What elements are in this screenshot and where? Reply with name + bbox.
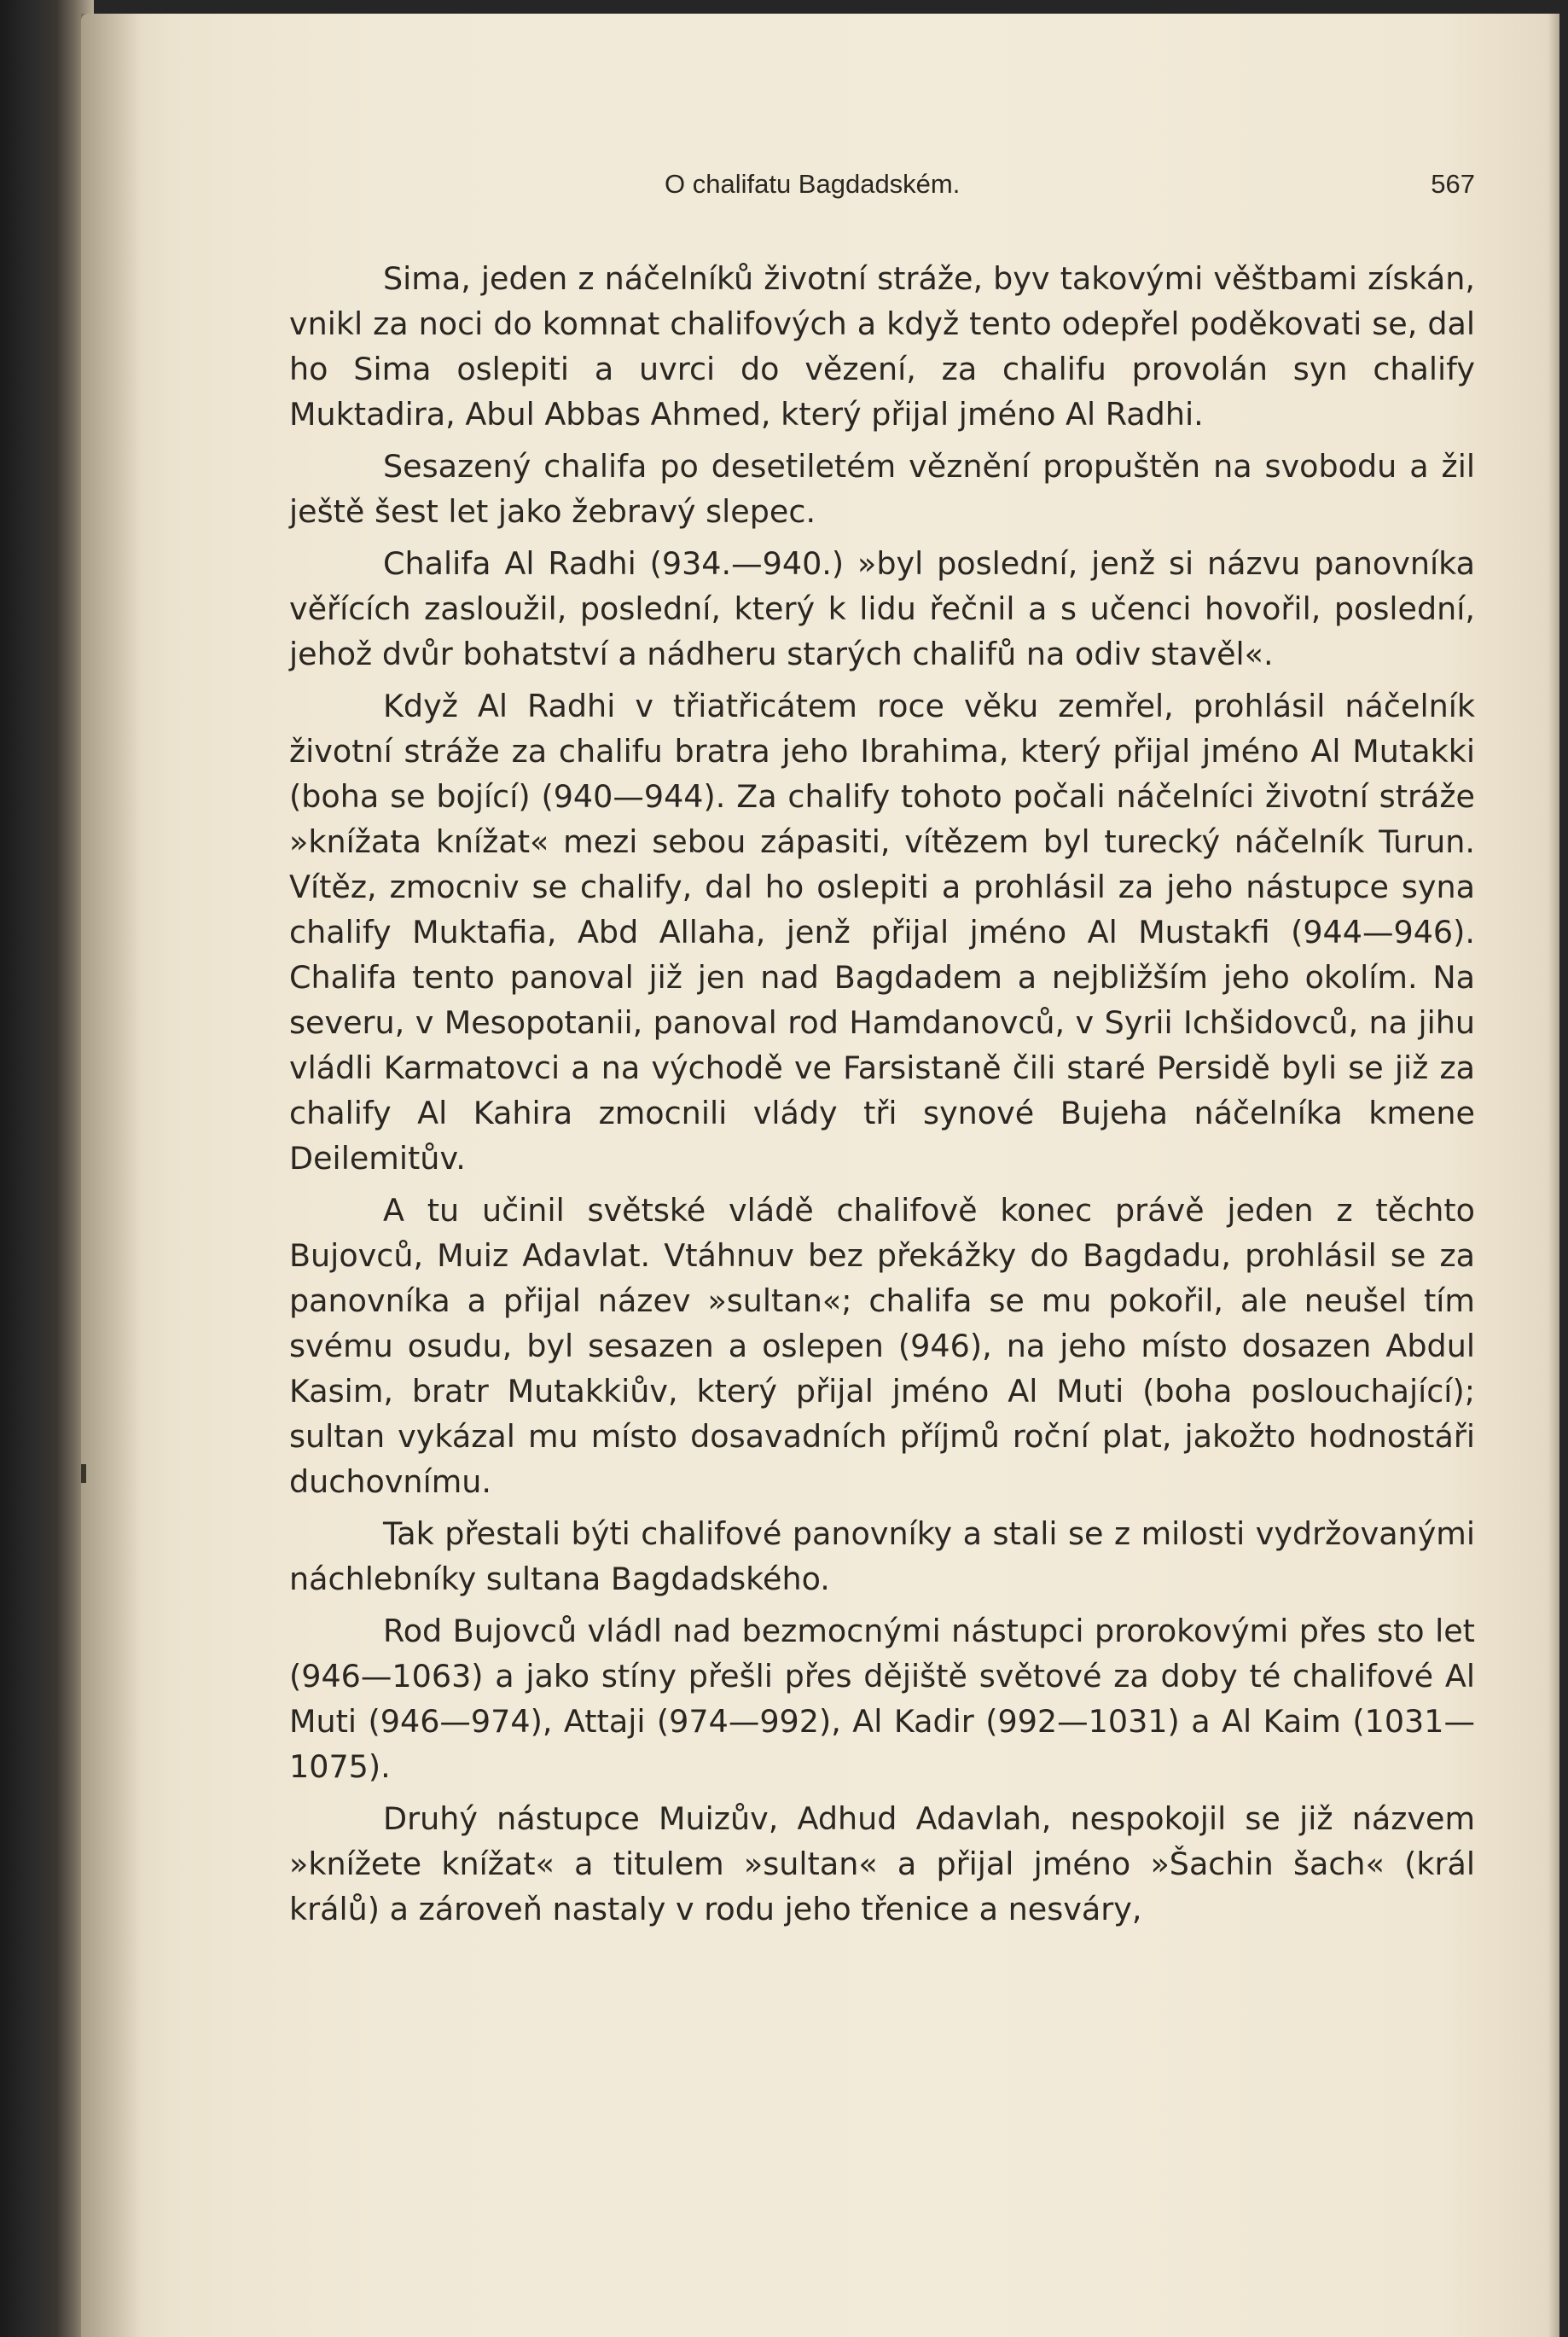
paragraph-1: Sima, jeden z náčelníků životní stráže, byv takovými věštbami získán, vnikl za noci do komnat chalifových a když tento odepřel poděkovati se, dal ho Sima oslepiti a uvrci do vězení, za chalifu provolán syn chalify Muktadira, Abul Abbas Ahmed, který přijal jméno Al Radhi. xyxy=(289,260,1475,433)
paragraph-2: Sesazený chalifa po desetiletém věznění propuštěn na svobodu a žil ještě šest let jako žebravý slepec. xyxy=(289,448,1475,530)
page-header xyxy=(289,150,1475,201)
page-edge xyxy=(1548,14,1559,2337)
page-number: 567 xyxy=(1431,169,1475,199)
paragraph-6: Tak přestali býti chalifové panovníky a stali se z milosti vydržovanými náchlebníky sultana Bagdadského. xyxy=(289,1515,1475,1597)
text-block xyxy=(289,150,1475,1939)
paragraph-8: Druhý nástupce Muizův, Adhud Adavlah, nespokojil se již názvem »knížete knížat« a titulem »sultan« a přijal jméno »Šachin šach« (král králů) a zároveň nastaly v rodu jeho třenice a nesváry, xyxy=(289,1800,1475,1927)
paragraph-4: Když Al Radhi v třiatřicátem roce věku zemřel, prohlásil náčelník životní stráže za chalifu bratra jeho Ibrahima, který přijal jméno Al Mutakki (boha se bojící) (940—944). Za chalify tohoto počali náčelníci životní stráže »knížata knížat« mezi sebou zápasiti, vítězem byl turecký náčelník Turun. Vítěz, zmocniv se chalify, dal ho oslepiti a prohlásil za jeho nástupce syna chalify Muktafia, Abd Allaha, jenž přijal jméno Al Mustakfi (944—946). Chalifa tento panoval již jen nad Bagdadem a nejbližším jeho okolím. Na severu, v Mesopotanii, panoval rod Hamdanovců, v Syrii Ichšidovců, na jihu vládli Karmatovci a na východě ve Farsistaně čili staré Persidě byli se již za chalify Al Kahira zmocnili vlády tři synové Bujeha náčelníka kmene Deilemitův. xyxy=(289,688,1475,1177)
paragraph-3: Chalifa Al Radhi (934.—940.) »byl poslední, jenž si názvu panovníka věřících zasloužil, poslední, který k lidu řečnil a s učenci hovořil, poslední, jehož dvůr bohatství a nádheru starých chalifů na odiv stavěl«. xyxy=(289,545,1475,672)
gutter-shadow xyxy=(81,14,141,2337)
paragraph-7: Rod Bujovců vládl nad bezmocnými nástupci prorokovými přes sto let (946—1063) a jako stíny přešli přes dějiště světové za doby té chalifové Al Muti (946—974), Attaji (974—992), Al Kadir (992—1031) a Al Kaim (1031—1075). xyxy=(289,1613,1475,1785)
book-page xyxy=(81,14,1559,2337)
paragraph-5: A tu učinil světské vládě chalifově konec právě jeden z těchto Bujovců, Muiz Adavlat. Vtáhnuv bez překážky do Bagdadu, prohlásil se za panovníka a přijal název »sultan«; chalifa se mu pokořil, ale neušel tím svému osudu, byl sesazen a oslepen (946), na jeho místo dosazen Abdul Kasim, bratr Mutakkiův, který přijal jméno Al Muti (boha poslouchající); sultan vykázal mu místo dosavadních příjmů roční plat, jakožto hodnostáři duchovnímu. xyxy=(289,1192,1475,1500)
margin-mark xyxy=(81,1464,86,1483)
running-title: O chalifatu Bagdadském. xyxy=(665,169,961,199)
book-spine xyxy=(0,0,94,2337)
body-text xyxy=(289,256,1475,1932)
